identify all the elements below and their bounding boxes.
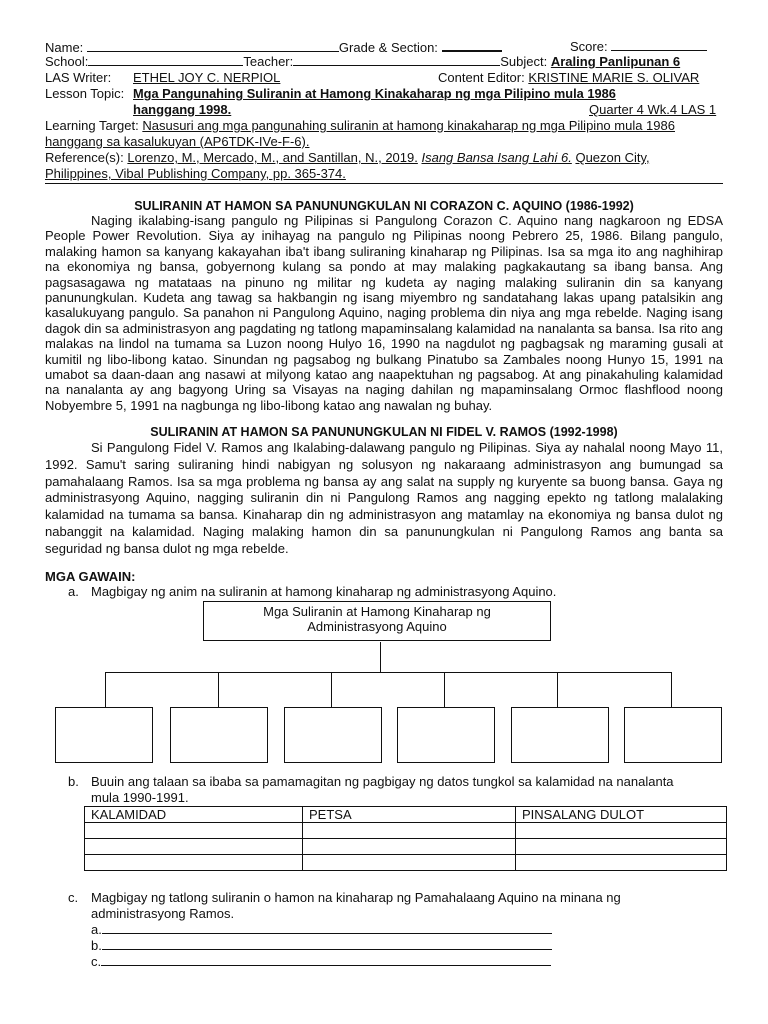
topic-line1: Mga Pangunahing Suliranin at Hamong Kinakaharap ng mga Pilipino mula 1986 — [133, 86, 616, 101]
section2-title: SULIRANIN AT HAMON SA PANUNUNGKULAN NI FIDEL V. RAMOS (1992-1998) — [150, 425, 618, 439]
target-line2: hanggang sa kasalukuyan (AP6TDK-IVe-F-6). — [45, 134, 310, 149]
gawain-c-label: c. — [68, 890, 79, 905]
answer-line-a-field[interactable] — [102, 922, 552, 934]
table-row — [85, 839, 727, 855]
chart-title-line2: Administrasyong Aquino — [307, 619, 447, 634]
table-row — [85, 823, 727, 839]
table-header-kalamidad: KALAMIDAD — [85, 807, 303, 823]
answer-box-4[interactable] — [397, 707, 495, 763]
score-label: Score: — [570, 39, 608, 54]
gawain-a-label: a. — [68, 584, 79, 599]
reference-place: Quezon City, — [575, 150, 650, 165]
table-cell[interactable] — [516, 855, 727, 871]
teacher-field[interactable] — [293, 54, 500, 66]
answer-box-1[interactable] — [55, 707, 153, 763]
chart-connector-horizontal — [105, 672, 672, 673]
answer-line-c-label: c. — [91, 954, 102, 969]
section1-title: SULIRANIN AT HAMON SA PANUNUNGKULAN NI CORAZON C. AQUINO (1986-1992) — [134, 199, 634, 213]
gawain-c-line2: administrasyong Ramos. — [91, 906, 235, 921]
gawain-b-label: b. — [68, 774, 79, 789]
gawain-title: MGA GAWAIN: — [45, 569, 136, 584]
gawain-a-text: Magbigay ng anim na suliranin at hamong kinaharap ng administrasyong Aquino. — [91, 584, 557, 599]
answer-line-a — [91, 922, 552, 937]
name-row — [45, 39, 502, 55]
chart-title-line1: Mga Suliranin at Hamong Kinaharap ng — [263, 604, 491, 619]
table-cell[interactable] — [85, 823, 303, 839]
table-cell[interactable] — [516, 823, 727, 839]
score-row — [570, 39, 707, 54]
reference-label: Reference(s): — [45, 150, 124, 165]
section1-paragraph: Naging ikalabing-isang pangulo ng Pilipinas si Pangulong Corazon C. Aquino nang nagkaroon ng EDSA People Power Revolution. Siya ay inihayag na pangulo ng Pilipinas noong Pebrero 25, 1986. Bilang pangulo, malaking hamon sa kanyang kakayahan iba't ibang suliraning kinaharap ng Pilipinas. Isa sa mga ito ang naghihirap na ekonomiya ng bansa, gobyernong kulang sa pondo at may malaking pagkakautang sa ibang bansa. Ang pagsasagawa ng matataas na pinuno ng militar ng kudeta ay naging malaking suliranin din sa kanyang panunungkulan. Kudeta ang tawag sa hakbangin ng isang miyembro ng sandatahang lakas upang patalsikin ang kasalukuyang pangulo. Sa panahon ni Pangulong Aquino, naging problema din niya ang mga rebelde. Naging isang dagok din sa administrasyon ang pagdating ng tatlong mapaminsalang kalamidad na nanalanta sa bansa. Isa rito ang malakas na lindol na tumama sa Luzon noong Hulyo 16, 1990 na nagdulot ng pagbagsak ng maraming gusali at kumitil ng libo-libong katao. Sinundan ng pagsabog ng bulkang Pinatubo sa Zambales noong Hunyo 15, 1991 na umabot sa daan-daan ang nasawi at milyong katao ang naapektuhan ng pagsabog. At ang pinakahuling kalamidad na nanalanta ay ang bagyong Uring sa Visayas na naging dahilan ng mapaminsalang Ormoc flashflood noong Nobyembre 5, 1991 na nagbunga ng libo-libong katao ang nawalan ng buhay. — [45, 213, 723, 413]
answer-line-c — [91, 954, 551, 969]
topic-label: Lesson Topic: — [45, 86, 125, 101]
chart-drop-4 — [444, 672, 445, 708]
editor-row — [438, 70, 699, 85]
answer-line-b — [91, 938, 552, 953]
table-cell[interactable] — [303, 839, 516, 855]
answer-line-c-field[interactable] — [101, 954, 551, 966]
reference-line2: Philippines, Vibal Publishing Company, pp. 365-374. — [45, 166, 346, 181]
editor-label: Content Editor: — [438, 70, 525, 85]
target-line1: Nasusuri ang mga pangunahing suliranin at hamong kinakaharap ng mga Pilipino mula 1986 — [142, 118, 675, 133]
table-cell[interactable] — [85, 839, 303, 855]
answer-line-b-label: b. — [91, 938, 102, 953]
gawain-b-line2: mula 1990-1991. — [91, 790, 189, 805]
answer-box-2[interactable] — [170, 707, 268, 763]
table-header-petsa: PETSA — [303, 807, 516, 823]
subject-value: Araling Panlipunan 6 — [550, 54, 681, 69]
chart-drop-1 — [105, 672, 106, 708]
table-cell[interactable] — [303, 855, 516, 871]
teacher-label: Teacher: — [243, 54, 294, 69]
reference-authors: Lorenzo, M., Mercado, M., and Santillan, N., 2019. — [127, 150, 418, 165]
answer-line-b-field[interactable] — [102, 938, 552, 950]
table-row — [85, 855, 727, 871]
name-field[interactable] — [87, 40, 339, 52]
reference-title: Isang Bansa Isang Lahi 6. — [421, 150, 572, 165]
answer-box-6[interactable] — [624, 707, 722, 763]
table-cell[interactable] — [303, 823, 516, 839]
section1-body — [45, 213, 723, 413]
kalamidad-table — [84, 806, 727, 871]
score-field[interactable] — [611, 39, 707, 51]
writer-label: LAS Writer: — [45, 70, 112, 85]
chart-drop-5 — [557, 672, 558, 708]
name-label: Name: — [45, 40, 84, 55]
header-divider — [45, 183, 723, 184]
chart-drop-3 — [331, 672, 332, 708]
chart-title-box — [203, 601, 551, 641]
section2-body — [45, 440, 723, 558]
subject-label: Subject: — [500, 54, 548, 69]
reference-row — [45, 150, 650, 165]
table-cell[interactable] — [516, 839, 727, 855]
grade-label: Grade & Section: — [338, 40, 438, 55]
quarter-label: Quarter 4 Wk.4 LAS 1 — [589, 102, 717, 117]
target-label: Learning Target: — [45, 118, 139, 133]
gawain-c-line1: Magbigay ng tatlong suliranin o hamon na kinaharap ng Pamahalaang Aquino na minana ng — [91, 890, 621, 905]
school-label: School: — [45, 54, 89, 69]
table-header-pinsala: PINSALANG DULOT — [516, 807, 727, 823]
table-header-row — [85, 807, 727, 823]
answer-box-5[interactable] — [511, 707, 609, 763]
target-row — [45, 118, 675, 133]
chart-connector-vertical — [380, 642, 381, 673]
school-row — [45, 54, 680, 69]
table-cell[interactable] — [85, 855, 303, 871]
school-field[interactable] — [88, 54, 243, 66]
section2-paragraph: Si Pangulong Fidel V. Ramos ang Ikalabing-dalawang pangulo ng Pilipinas. Siya ay nahalal noong Mayo 11, 1992. Samu't saring suliraning hindi nabigyan ng solusyon ng nakaraang administrasyon ang bumungad sa pamahalaang Ramos. Isa sa mga problema ng bansa ay ang salat na supply ng kuryente sa buong bansa. Gaya ng administrasyong Aquino, nagging suliranin din ni Pangulong Ramos ang nagging epekto ng tatlong malalaking kalamidad na tumama sa bansa. Kinaharap din ng administrasyon ang matamlay na ekonomiya ng bansa dulot ng nabanggit na kalamidad. Naging malaking hamon din sa panunungkulan ni Pangulong Ramos ang banta sa seguridad ng bansa dulot ng mga rebelde. — [45, 440, 723, 556]
chart-drop-6 — [671, 672, 672, 708]
writer-value: ETHEL JOY C. NERPIOL — [133, 70, 281, 85]
gawain-b-line1: Buuin ang talaan sa ibaba sa pamamagitan ng pagbigay ng datos tungkol sa kalamidad na nanalanta — [91, 774, 674, 789]
chart-drop-2 — [218, 672, 219, 708]
grade-field[interactable] — [442, 39, 502, 52]
answer-line-a-label: a. — [91, 922, 102, 937]
editor-value: KRISTINE MARIE S. OLIVAR — [528, 70, 700, 85]
topic-line2: hanggang 1998. — [133, 102, 232, 117]
answer-box-3[interactable] — [284, 707, 382, 763]
